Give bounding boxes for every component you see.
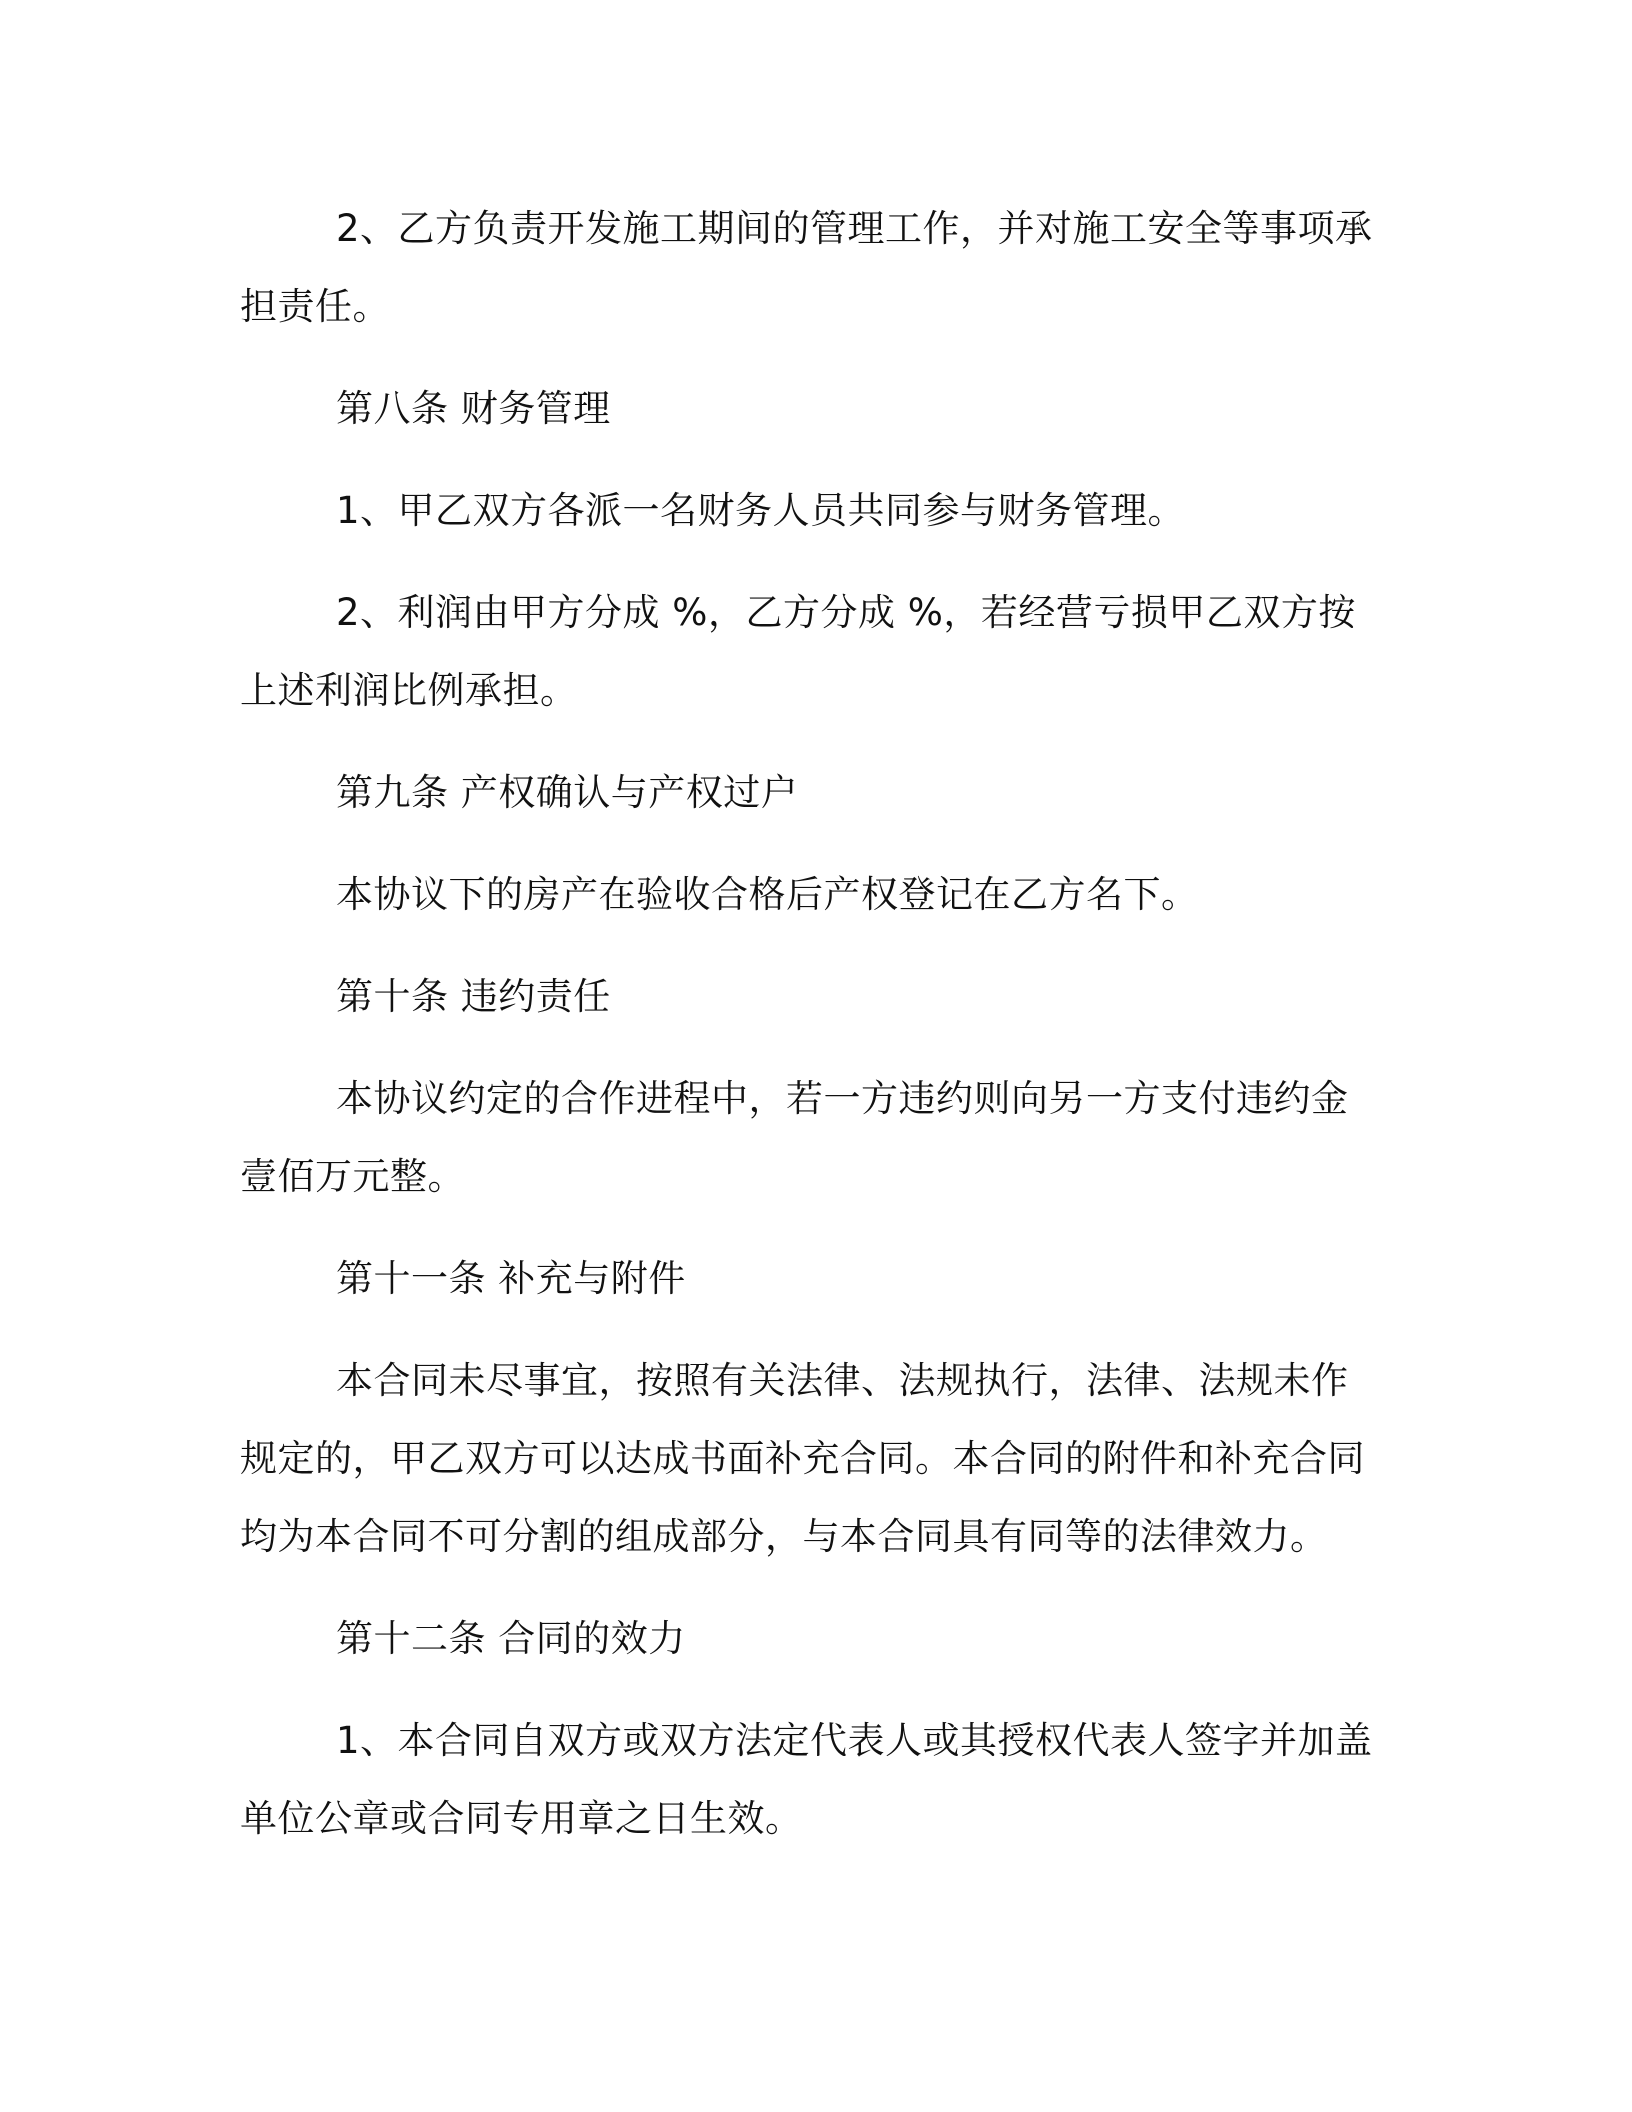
heading-article-9: 第九条 产权确认与产权过户	[336, 771, 799, 814]
paragraph-finance-staff: 1、甲乙双方各派一名财务人员共同参与财务管理。	[336, 489, 1186, 532]
heading-article-8: 第八条 财务管理	[336, 387, 611, 430]
document-page	[240, 190, 1380, 1882]
paragraph-breach-penalty: 本协议约定的合作进程中，若一方违约则向另一方支付违约金壹佰万元整。	[240, 1077, 1349, 1198]
paragraph-property-registration: 本协议下的房产在验收合格后产权登记在乙方名下。	[336, 873, 1199, 916]
paragraph-effectiveness: 1、本合同自双方或双方法定代表人或其授权代表人签字并加盖单位公章或合同专用章之日生效。	[240, 1719, 1373, 1840]
paragraph-profit-sharing: 2、利润由甲方分成 %，乙方分成 %，若经营亏损甲乙双方按上述利润比例承担。	[240, 591, 1356, 712]
heading-article-12: 第十二条 合同的效力	[336, 1617, 686, 1660]
heading-article-10: 第十条 违约责任	[336, 975, 611, 1018]
paragraph-supplements: 本合同未尽事宜，按照有关法律、法规执行，法律、法规未作规定的，甲乙双方可以达成书面补充合同。本合同的附件和补充合同均为本合同不可分割的组成部分，与本合同具有同等的法律效力。	[240, 1359, 1365, 1558]
heading-article-11: 第十一条 补充与附件	[336, 1257, 686, 1300]
paragraph-management-responsibility: 2、乙方负责开发施工期间的管理工作，并对施工安全等事项承担责任。	[240, 207, 1373, 328]
